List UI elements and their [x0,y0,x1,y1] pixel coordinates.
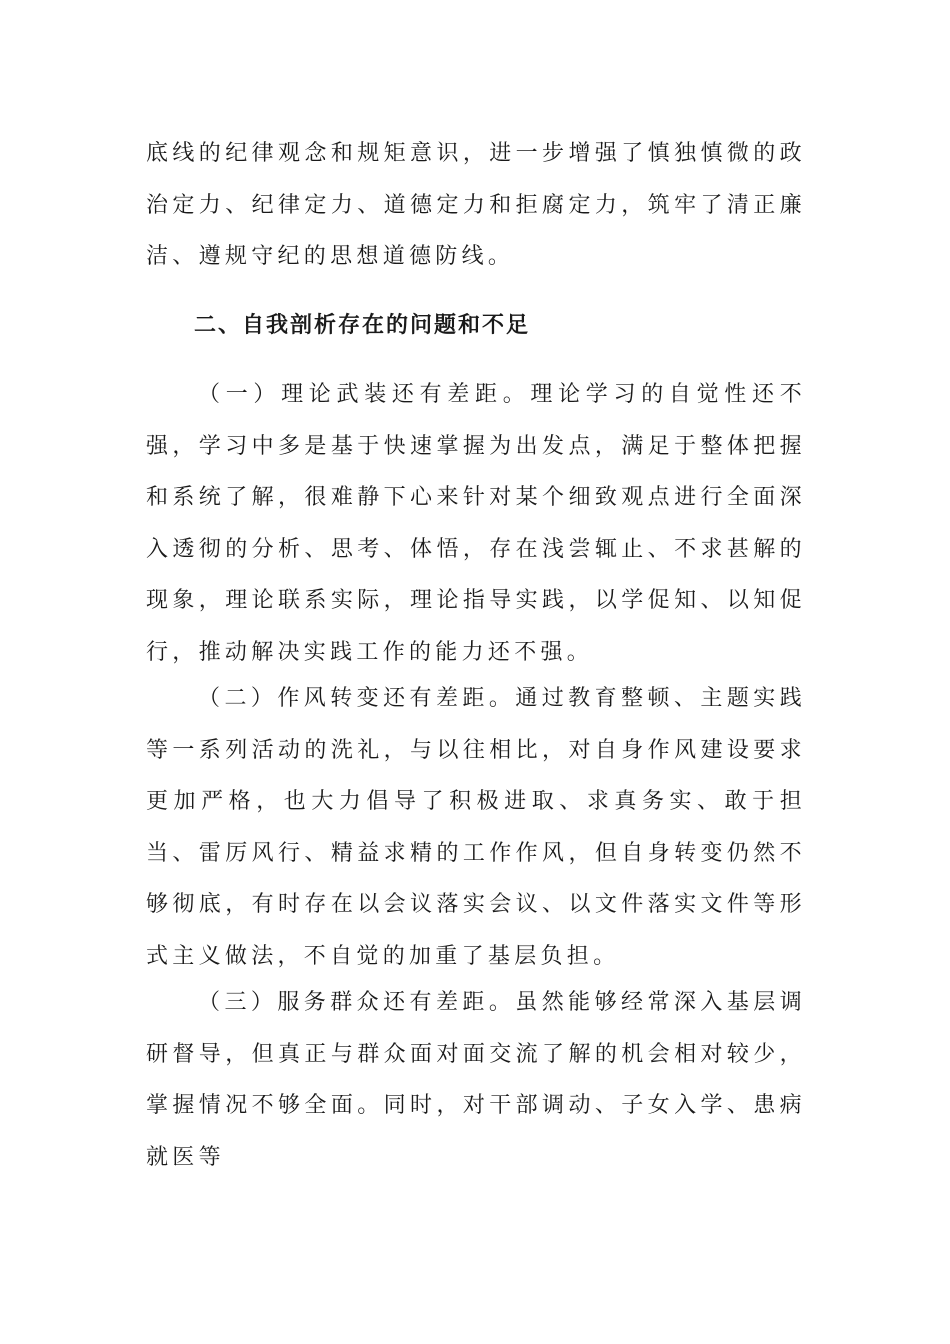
continuation-paragraph: 底线的纪律观念和规矩意识，进一步增强了慎独慎微的政治定力、纪律定力、道德定力和拒腐定力，筑牢了清正廉洁、遵规守纪的思想道德防线。 [146,141,806,270]
paragraph-serving-masses: （三）服务群众还有差距。虽然能够经常深入基层调研督导，但真正与群众面对面交流了解的机会相对较少，掌握情况不够全面。同时，对干部调动、子女入学、患病就医等 [146,990,806,1170]
section-heading: 二、自我剖析存在的问题和不足 [194,313,531,338]
paragraph-theory-study: （一）理论武装还有差距。理论学习的自觉性还不强，学习中多是基于快速掌握为出发点，满足于整体把握和系统了解，很难静下心来针对某个细致观点进行全面深入透彻的分析、思考、体悟，存在浅尝辄止、不求甚解的现象，理论联系实际，理论指导实践，以学促知、以知促行，推动解决实践工作的能力还不强。 [146,382,806,665]
paragraph-work-style: （二）作风转变还有差距。通过教育整顿、主题实践等一系列活动的洗礼，与以往相比，对自身作风建设要求更加严格，也大力倡导了积极进取、求真务实、敢于担当、雷厉风行、精益求精的工作作风，但自身转变仍然不够彻底，有时存在以会议落实会议、以文件落实文件等形式主义做法，不自觉的加重了基层负担。 [146,686,806,969]
